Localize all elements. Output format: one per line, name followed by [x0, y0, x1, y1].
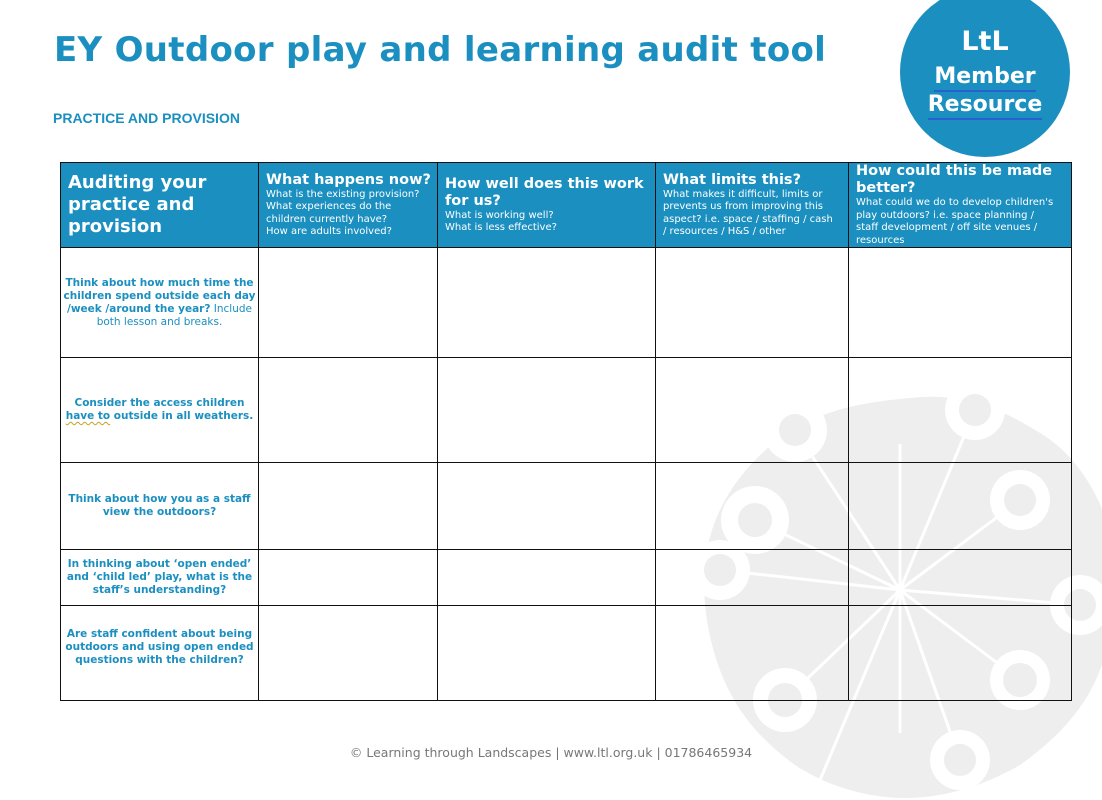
column-title: How well does this work for us?	[445, 175, 644, 209]
response-cell-what-limits[interactable]	[656, 606, 849, 701]
table-header-row	[61, 163, 1072, 248]
column-subtitle: What could we do to develop children's	[856, 197, 1054, 208]
badge-line-member	[900, 64, 1070, 90]
column-title: How could this be made better?	[856, 163, 1053, 196]
column-subtitle: What is the existing provision?	[266, 188, 420, 200]
response-cell-what-limits[interactable]	[656, 248, 849, 358]
response-cell-made-better[interactable]	[849, 606, 1072, 701]
prompt-bold-text: Think about how you as a staff view the outdoors?	[68, 493, 251, 518]
table-row	[61, 606, 1072, 701]
response-cell-what-happens-now[interactable]	[259, 550, 438, 606]
row-prompt	[61, 606, 259, 701]
prompt-bold-text: Think about how much time the children spend outside each day /week /around the year?	[63, 276, 256, 315]
column-subtitle: What is working well?	[445, 209, 554, 221]
column-subtitle: / resources / H&S / other	[663, 226, 786, 237]
header-auditing-title: Auditing your practice and provision	[68, 172, 207, 237]
prompt-bold-text: In thinking about ‘open ended’ and ‘child led’ play, what is the staff’s understanding?	[66, 558, 253, 596]
column-subtitle: What experiences do the	[266, 201, 392, 212]
audit-table	[60, 162, 1072, 701]
prompt-normal-text: Include both lesson and breaks.	[96, 302, 252, 328]
column-subtitle: staff development / off site venues /	[856, 222, 1038, 233]
response-cell-how-well[interactable]	[438, 463, 656, 550]
row-prompt	[61, 463, 259, 550]
column-subtitle: prevents us from improving this	[663, 201, 823, 212]
prompt-bold-text-pre: Consider the access children	[74, 397, 245, 409]
response-cell-what-happens-now[interactable]	[259, 463, 438, 550]
column-subtitle: children currently have?	[266, 213, 388, 225]
member-resource-badge	[900, 0, 1070, 157]
badge-line-resource	[900, 92, 1070, 118]
response-cell-what-happens-now[interactable]	[259, 606, 438, 701]
response-cell-made-better[interactable]	[849, 248, 1072, 358]
header-what-limits	[656, 163, 849, 248]
table-row	[61, 550, 1072, 606]
column-subtitle: aspect? i.e. space / staffing / cash	[663, 213, 833, 225]
badge-line-ltl: LtL	[961, 26, 1009, 57]
response-cell-what-happens-now[interactable]	[259, 358, 438, 463]
response-cell-how-well[interactable]	[438, 358, 656, 463]
column-subtitle: What makes it difficult, limits or	[663, 188, 823, 200]
response-cell-made-better[interactable]	[849, 358, 1072, 463]
header-how-well	[438, 163, 656, 248]
header-what-happens-now	[259, 163, 438, 248]
column-subtitle: How are adults involved?	[266, 226, 392, 237]
section-label: PRACTICE AND PROVISION	[53, 110, 240, 126]
column-title: What limits this?	[663, 171, 801, 188]
prompt-bold-text: Are staff confident about being outdoors and using open ended questions with the children?	[65, 628, 254, 666]
response-cell-what-limits[interactable]	[656, 550, 849, 606]
badge-resource-text: Resource	[928, 92, 1043, 120]
page-title: EY Outdoor play and learning audit tool	[54, 30, 827, 70]
table-row	[61, 358, 1072, 463]
response-cell-what-limits[interactable]	[656, 463, 849, 550]
row-prompt	[61, 248, 259, 358]
response-cell-what-happens-now[interactable]	[259, 248, 438, 358]
table-row	[61, 248, 1072, 358]
response-cell-how-well[interactable]	[438, 550, 656, 606]
column-title: What happens now?	[266, 171, 431, 188]
row-prompt	[61, 358, 259, 463]
response-cell-made-better[interactable]	[849, 550, 1072, 606]
header-auditing	[61, 163, 259, 248]
badge-member-text: Member	[934, 64, 1035, 92]
response-cell-how-well[interactable]	[438, 606, 656, 701]
column-subtitle: play outdoors? i.e. space planning /	[856, 209, 1035, 221]
column-subtitle: resources	[856, 234, 905, 246]
header-made-better	[849, 163, 1072, 248]
response-cell-how-well[interactable]	[438, 248, 656, 358]
response-cell-made-better[interactable]	[849, 463, 1072, 550]
column-subtitle: What is less effective?	[445, 222, 557, 233]
table-row	[61, 463, 1072, 550]
spellcheck-underlined-text: have to	[65, 410, 111, 422]
footer-copyright: © Learning through Landscapes | www.ltl.org.uk | 01786465934	[349, 745, 753, 760]
row-prompt	[61, 550, 259, 606]
response-cell-what-limits[interactable]	[656, 358, 849, 463]
prompt-bold-text-post: outside in all weathers.	[110, 410, 254, 422]
